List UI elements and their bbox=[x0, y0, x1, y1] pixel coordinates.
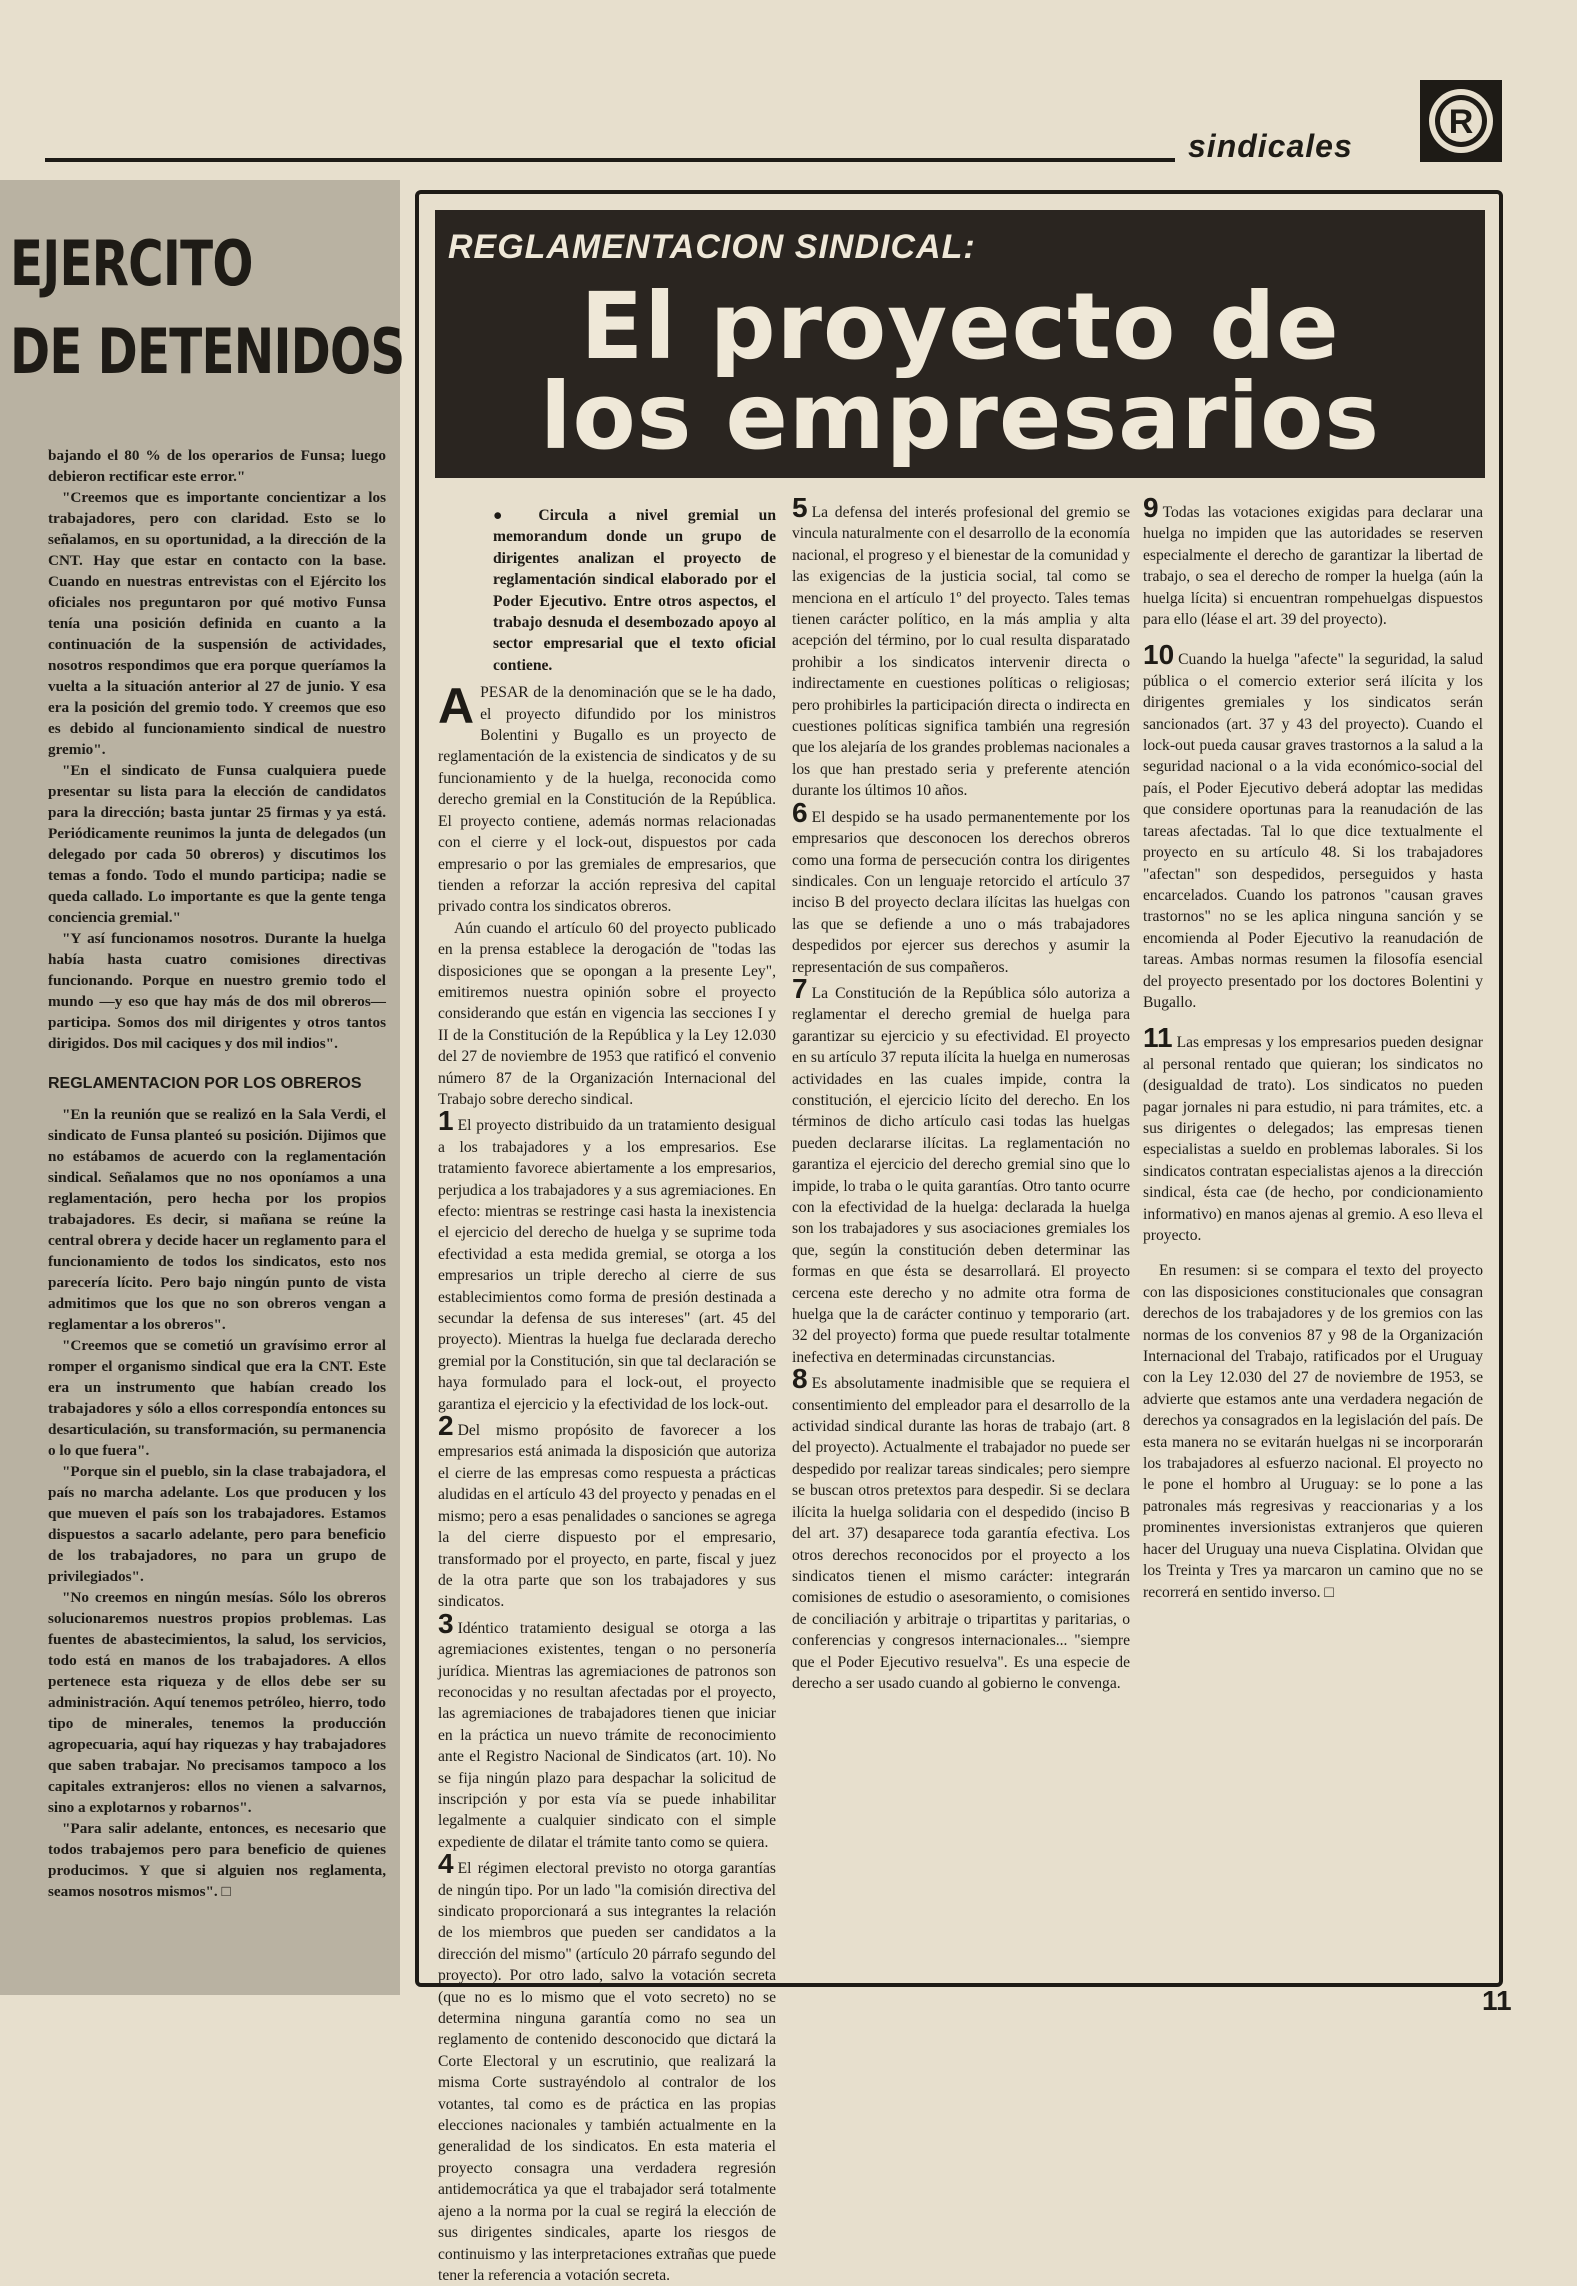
article-column-1 bbox=[438, 505, 776, 2286]
point-text: Las empresas y los empresarios pueden designar al personal rentado que quieran; los sindicatos no (desigualdad de trato). Los sindicatos no pueden pagar jornales ni para estudio, ni para trámites, etc. a sus dirigentes o delegados; las empresas tienen especialistas a sueldo en problemas laborales. Si los sindicatos contratan especialistas ajenos a la dirección sindical, ésta cae (de hecho, por condicionamiento informativo) en manos ajenas al gremio. A eso lleva el proyecto. bbox=[1143, 1034, 1483, 1244]
point-number: 9 bbox=[1143, 492, 1159, 523]
point-text: Cuando la huelga "afecte" la seguridad, la salud pública o el comercio exterior será ilícita y los dirigentes gremiales y los sindicatos serán sancionados (art. 37 y 43 del proyecto). Cuando el lock-out pueda causar graves trastornos a la salud a la seguridad nacional o a la vida económico-social del país, el Poder Ejecutivo deberá adoptar las medidas que considere oportunas para la reanudación de las tareas afectadas. Tal lo que dice textualmente el proyecto en su artículo 48. Si los trabajadores "afectan" son despedidos, perseguidos y hasta encarcelados. Cuando los patronos "causan graves trastornos" no se les aplica ninguna sanción y se encomienda al Poder Ejecutivo la reanudación de tareas. Ambas normas resumen la filosofía esencial del proyecto presentado por los doctores Bolentini y Bugallo. bbox=[1143, 651, 1483, 1011]
point-text: El proyecto distribuido da un tratamiento desigual a los trabajadores y a los empresarios. Ese tratamiento favorece abiertamente a los empresarios, perjudica a los trabajadores y a sus agremiaciones. En efecto: mientras se restringe casi hasta la inexistencia el ejercicio del derecho de huelga y se suprime toda efectividad a esta medida gremial, se otorga a los empresarios un triple derecho al cierre de sus establecimientos como forma de presión destinada a secundar la defensa de sus intereses" (art. 45 del proyecto). Mientras la huelga fue declarada derecho gremial por la Constitución, sin que tal declaración se haya formulado para el lock-out, el proyecto garantiza el ejercicio y la efectividad de los lock-out. bbox=[438, 1117, 776, 1413]
point-number: 8 bbox=[792, 1363, 808, 1395]
intro-paragraph bbox=[438, 678, 776, 917]
sidebar-title-line2: DE DETENIDOS bbox=[10, 315, 405, 388]
point-number: 4 bbox=[438, 1848, 454, 1880]
sidebar-body bbox=[48, 445, 386, 1902]
numbered-point bbox=[438, 1410, 776, 1613]
numbered-point bbox=[1143, 492, 1483, 630]
logo-letter: R bbox=[1448, 103, 1474, 141]
numbered-point bbox=[792, 1363, 1130, 1694]
sidebar-paragraph: "En la reunión que se realizó en la Sala Verdi, el sindicato de Funsa planteó su posición. Dijimos que no estábamos de acuerdo con la reglamentación sindical. Señalamos que no nos oponíamos a una reglamentación, pero hecha por los propios trabajadores. Es decir, si mañana se reúne la central obrera y decide hacer un reglamento para el funcionamiento de todos los sindicatos, esto nos parecería lícito. Pero bajo ningún punto de vista admitimos que los que no son obreros vengan a reglamentar a los obreros". bbox=[48, 1106, 386, 1333]
intro-text: PESAR de la denominación que se le ha dado, el proyecto difundido por los ministros Bolentini y Bugallo es un proyecto de reglamentación de la existencia de sindicatos y de su funcionamiento y de la huelga, reconocida como derecho gremial en la Constitución de la República. El proyecto contiene, además normas relacionadas con el cierre y el lock-out, dispuestos por cada empresario o por las gremiales de empresarios, que tienden a reforzar la acción represiva del capital privado contra los sindicatos obreros. bbox=[438, 684, 776, 916]
sidebar-paragraph: "Para salir adelante, entonces, es necesario que todos trabajemos pero para beneficio de quienes producimos. Y que si alguien nos reglamenta, seamos nosotros mismos". □ bbox=[48, 1820, 386, 1900]
sidebar-paragraph: "Porque sin el pueblo, sin la clase trabajadora, el país no marcha adelante. Los que producen y los que mueven el país son los trabajadores. Estamos dispuestos a sacarlo adelante, pero para beneficio de los trabajadores, no para un grupo de privilegiados". bbox=[48, 1463, 386, 1585]
numbered-point bbox=[1143, 1022, 1483, 1246]
point-number: 1 bbox=[438, 1105, 454, 1137]
sidebar-paragraph: "En el sindicato de Funsa cualquiera puede presentar su lista para la elección de candidatos para la dirección; basta juntar 25 firmas y ya está. Periódicamente reunimos la junta de delegados (un delegado por cada 50 obreros) y discutimos los temas a fondo. Todo el mundo participa; nadie se queda callado. Lo importante es que la gente tenga conciencia gremial." bbox=[48, 762, 386, 926]
point-text: Es absolutamente inadmisible que se requiera el consentimiento del empleador para el desarrollo de la actividad sindical durante las horas de trabajo (art. 8 del proyecto). Actualmente el trabajador no puede ser despedido por realizar tareas sindicales; pero siempre se buscan otros pretextos para despedir. Si se declara ilícita la huelga solidaria con el despedido (inciso B del art. 37) desaparece toda garantía efectiva. Los otros derechos reconocidos por el proyecto a los sindicatos tienen el mismo carácter: integrarán comisiones de estudio o asesoramiento, o comisiones de conciliación y arbitraje o tripartitas y paritarias, o conferencias y congresos internacionales... "siempre que el Poder Ejecutivo resuelva". Es una especie de derecho a ser usado cuando al gobierno le convenga. bbox=[792, 1375, 1130, 1692]
article-lead: ● Circula a nivel gremial un memorandum donde un grupo de dirigentes analizan el proyecto de reglamentación sindical elaborado por el Poder Ejecutivo. Entre otros aspectos, el trabajo desnuda el desembozado apoyo al sector empresarial que el texto oficial contiene. bbox=[493, 507, 776, 674]
article-headline bbox=[435, 273, 1485, 470]
point-number: 11 bbox=[1143, 1022, 1173, 1054]
point-text: Todas las votaciones exigidas para declarar una huelga no impiden que las autoridades se reserven especialmente el derecho de garantizar la libertad de trabajo, o sea el derecho de romper la huelga (aún la huelga lícita) si encuentran rompehuelgas dispuestos para ello (léase el art. 39 del proyecto). bbox=[1143, 504, 1483, 629]
numbered-point bbox=[438, 1105, 776, 1415]
numbered-point bbox=[438, 1848, 776, 2286]
point-text: Del mismo propósito de favorecer a los empresarios está animada la disposición que autoriza el cierre de las empresas como respuesta a prácticas aludidas en el artículo 43 del proyecto y penadas en el mismo; pero a esas penalidades o sanciones se agrega la del cierre dispuesto por el empresario, transformado por el proyecto, en parte, fiscal y juez de la otra parte que son los trabajadores y sus sindicatos. bbox=[438, 1422, 776, 1611]
point-text: El despido se ha usado permanentemente por los empresarios que desconocen los derechos obreros como una forma de persecución contra los dirigentes sindicales. Con un lenguaje retorcido el artículo 37 inciso B del proyecto declara ilícitas las huelgas con las que se defiende a uno o más trabajadores despedidos por ejercer sus derechos y asumir la representación de sus compañeros. bbox=[792, 808, 1130, 976]
sidebar-paragraph: "Creemos que se cometió un gravísimo error al romper el organismo sindical que era la CNT. Este era un instrumento que habían creado los trabajadores y sólo a ellos correspondía entonces su desarticulación, su transformación, su permanencia o lo que fuera". bbox=[48, 1337, 386, 1459]
page-number: 11 bbox=[1482, 1985, 1512, 2016]
header-rule bbox=[45, 158, 1175, 162]
drop-cap: A bbox=[438, 678, 475, 735]
point-number: 5 bbox=[792, 492, 808, 523]
point-number: 7 bbox=[792, 972, 808, 1004]
sidebar-subheading: REGLAMENTACION POR LOS OBREROS bbox=[48, 1075, 362, 1092]
headline-line1: El proyecto de bbox=[580, 273, 1340, 380]
sidebar-paragraph: "Y así funcionamos nosotros. Durante la huelga había hasta cuatro comisiones directivas funcionando. Porque en nuestro gremio todo el mundo —y eso que hay más de dos mil obreros— participa. Somos dos mil dirigentes y otros tantos dirigidos. Dos mil caciques y dos mil indios". bbox=[48, 930, 386, 1052]
numbered-point bbox=[792, 972, 1130, 1368]
section-label: sindicales bbox=[1188, 128, 1353, 164]
sidebar-title-line1: EJERCITO bbox=[10, 227, 253, 300]
sidebar-paragraph: bajando el 80 % de los operarios de Funsa; luego debieron rectificar este error." bbox=[48, 447, 386, 485]
point-number: 6 bbox=[792, 796, 808, 828]
sidebar-paragraph: "No creemos en ningún mesías. Sólo los obreros solucionaremos nuestros propios problemas. Las fuentes de abastecimientos, la salud, los servicios, todo está en manos de los trabajadores. A ellos pertenece esta riqueza y de ellos debe ser su administración. Aquí tenemos petróleo, hierro, todo tipo de minerales, tenemos la producción agropecuaria, aquí hay riquezas y hay trabajadores que saben trabajar. No precisamos tampoco a los capitales extranjeros: ellos no vienen a salvarnos, sino a explotarnos y robarnos". bbox=[48, 1589, 386, 1816]
point-number: 2 bbox=[438, 1410, 454, 1442]
article-column-2 bbox=[792, 492, 1130, 1694]
point-text: El régimen electoral previsto no otorga garantías de ningún tipo. Por un lado "la comisión directiva del sindicato proporcionará a sus integrantes la relación de los miembros que pueden ser candidatos a la dirección del mismo" (artículo 20 párrafo segundo del proyecto). Por otro lado, salvo la votación secreta (que no es lo mismo que el voto secreto) no se determina ninguna garantía como no sea un reglamento de contenido desconocido que dictará la Corte Electoral y un escrutinio, que realizará la misma Corte sustrayéndolo al contralor de los votantes, tal como es de práctica en las propias elecciones nacionales y también actualmente en la generalidad de los sindicatos. En esta materia el proyecto consagra una verdadera regresión antidemocrática ya que el trabajador será totalmente ajeno a la norma por la cual se regirá la elección de sus dirigentes sindicales, aparte los riesgos de continuismo y las interpretaciones extrañas que puede tener la referencia a votación secreta. bbox=[438, 1860, 776, 2284]
point-number: 10 bbox=[1143, 639, 1175, 671]
numbered-point bbox=[792, 796, 1130, 978]
article-paragraph: Aún cuando el artículo 60 del proyecto publicado en la prensa establece la derogación de "todas las disposiciones que se opongan a la presente Ley", emitiremos nuestra opinión sobre el proyecto considerando que están en vigencia las secciones I y II de la Constitución de la República y la Ley 12.030 del 27 de noviembre de 1953 que ratificó el convenio número 87 de la Organización Internacional del Trabajo sobre derecho sindical. bbox=[438, 919, 776, 1108]
point-text: Idéntico tratamiento desigual se otorga a las agremiaciones existentes, tengan o no personería jurídica. Mientras las agremiaciones de patronos son reconocidas y no resultan afectadas por el proyecto, las agremiaciones de trabajadores tienen que iniciar en la práctica un nuevo trámite de reconocimiento ante el Registro Nacional de Sindicatos (art. 10). No se fija ningún plazo para despachar la solicitud de inscripción y por esta vía se puede inhabilitar legalmente a cualquier sindicato con el simple expediente de dilatar el trámite tanto como se quiera. bbox=[438, 1619, 776, 1851]
conclusion-paragraph: En resumen: si se compara el texto del proyecto con las disposiciones constitucionales que consagran derechos de los trabajadores y de los gremios con las normas de los convenios 87 y 98 de la Organización Internacional del Trabajo, ratificados por el Uruguay con la Ley 12.030 del 27 de noviembre de 1953, se advierte que estamos ante una verdadera negación de derechos ya consagrados en la legislación del país. De esta manera no se evitarán huelgas ni se incorporarán los trabajadores al esfuerzo nacional. El proyecto no le pone el hombro al Uruguay: se lo pone a las patronales más regresivas y reaccionarias y a los prominentes inversionistas extranjeros que quieren hacer del Uruguay una nueva Cisplatina. Olvidan que los Treinta y Tres ya marcaron un camino que no se recorrerá en sentido inverso. □ bbox=[1143, 1262, 1483, 1601]
point-text: La Constitución de la República sólo autoriza a reglamentar el derecho gremial de huelga para garantizar su ejercicio y su efectividad. El proyecto en su artículo 37 reputa ilícita la huelga en numerosas actividades en las cuales impide, contra la constitución, el ejercicio lícito del derecho. En los términos de dicho artículo casi todas las huelgas pueden declararse ilícitas. La reglamentación no garantiza el ejercicio del derecho gremial sino que lo impide, lo traba o le quita garantías. Otro tanto ocurre con la efectividad de la huelga: declarada la huelga son los trabajadores y sus asociaciones gremiales los que, según la constitución deben determinar las formas en que ésta se desarrollará. El proyecto cercena este derecho y no admite otra forma de huelga que la de carácter continuo y temporario (art. 32 del proyecto) forma que puede resultar totalmente inefectiva en determinadas circunstancias. bbox=[792, 984, 1130, 1366]
numbered-point bbox=[792, 492, 1130, 802]
numbered-point bbox=[438, 1607, 776, 1853]
numbered-point bbox=[1143, 639, 1483, 1013]
sidebar-article bbox=[0, 180, 405, 1995]
point-text: La defensa del interés profesional del gremio se vincula naturalmente con el desarrollo de la economía nacional, el progreso y el bienestar de la comunidad y las exigencias de la justicia social, tal como se menciona en el artículo 1º del proyecto. Tales temas tienen carácter político, en la más amplia y alta acepción del término, por lo cual resulta disparatado prohibir a los sindicatos intervenir directa o indirectamente en cuestiones políticas o religiosas; pero prohibirles la participación directa o indirecta en cuestiones políticas significa también una regresión que los alejaría de los grandes problemas nacionales a los que han prestado seria y preferente atención durante los últimos 10 años. bbox=[792, 504, 1130, 800]
section-logo-icon bbox=[1418, 78, 1504, 164]
sidebar-paragraph: "Creemos que es importante concientizar a los trabajadores, pero con claridad. Esto se lo señalamos, en su oportunidad, a la dirección de la CNT. Hay que estar en contacto con la base. Cuando en nuestras entrevistas con el Ejército los oficiales nos preguntaron por qué motivo Funsa tenía una posición definida en cuanto a la continuación de la suspensión de actividades, nosotros respondimos que era porque queríamos la vuelta a la situación anterior al 27 de junio. Y esa era la posición del gremio todo. Y creemos que eso es debido al funcionamiento sindical de nuestro gremio". bbox=[48, 489, 386, 758]
sidebar-title bbox=[10, 220, 405, 396]
point-number: 3 bbox=[438, 1607, 454, 1639]
article-kicker: REGLAMENTACION SINDICAL: bbox=[448, 228, 976, 266]
article-column-3 bbox=[1143, 492, 1483, 1603]
headline-line2: los empresarios bbox=[539, 363, 1381, 470]
